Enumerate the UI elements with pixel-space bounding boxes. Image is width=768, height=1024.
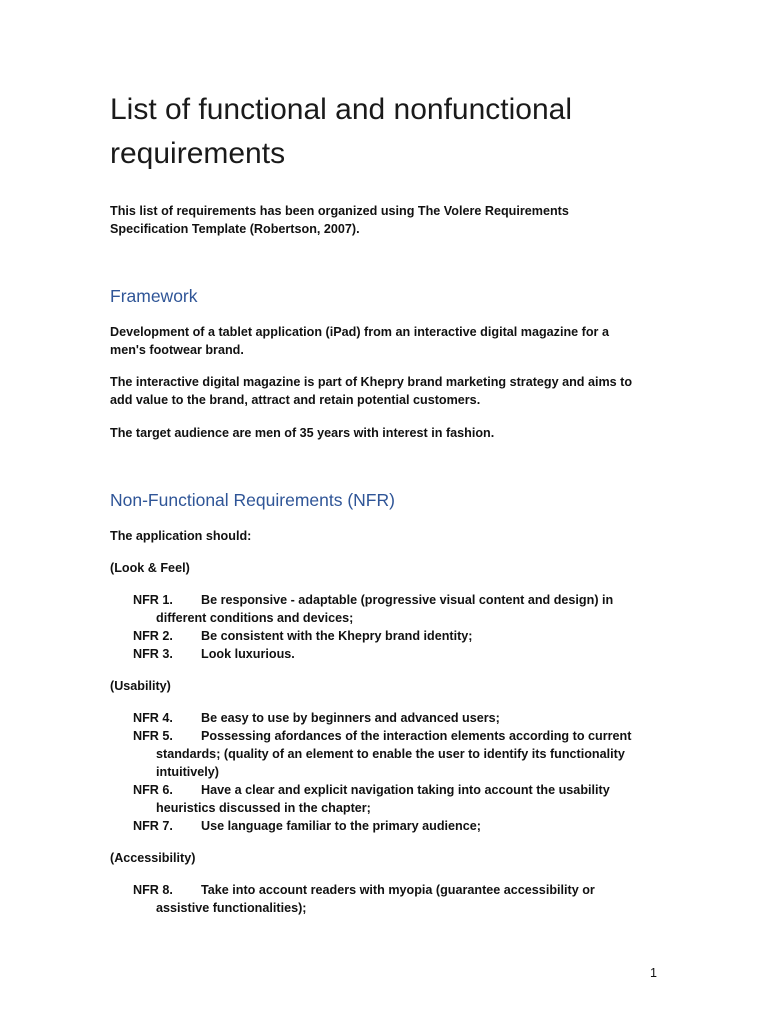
nfr-heading: Non-Functional Requirements (NFR) <box>110 490 395 510</box>
framework-p1-line-2: men's footwear brand. <box>110 343 244 357</box>
nfr-item-number: NFR 8. <box>133 883 173 897</box>
intro-paragraph <box>110 202 670 238</box>
framework-paragraph-2 <box>110 373 670 409</box>
nfr-item-1 <box>133 591 673 627</box>
nfr-item-continuation: intuitively) <box>156 765 219 779</box>
nfr-item-text: Possessing afordances of the interaction elements according to current <box>201 729 632 743</box>
framework-p2-line-1: The interactive digital magazine is part of Khepry brand marketing strategy and aims to <box>110 375 633 389</box>
nfr-item-number: NFR 6. <box>133 783 173 797</box>
nfr-item-6 <box>133 781 673 817</box>
nfr-item-5 <box>133 727 673 781</box>
nfr-item-7 <box>133 817 673 835</box>
nfr-item-continuation: assistive functionalities); <box>156 901 307 915</box>
nfr-item-4 <box>133 709 673 727</box>
nfr-item-2 <box>133 627 673 645</box>
nfr-item-text: Have a clear and explicit navigation taking into account the usability <box>201 783 610 797</box>
nfr-item-text: Be responsive - adaptable (progressive visual content and design) in <box>201 593 614 607</box>
title-line-1: List of functional and nonfunctional <box>110 93 572 126</box>
nfr-item-text: Be easy to use by beginners and advanced users; <box>201 711 500 725</box>
nfr-item-number: NFR 4. <box>133 711 173 725</box>
nfr-item-number: NFR 1. <box>133 593 173 607</box>
framework-p1-line-1: Development of a tablet application (iPad) from an interactive digital magazine for a <box>110 325 609 339</box>
framework-paragraph-3: The target audience are men of 35 years with interest in fashion. <box>110 426 495 440</box>
nfr-lead: The application should: <box>110 529 252 543</box>
nfr-item-text: Be consistent with the Khepry brand identity; <box>201 629 473 643</box>
nfr-item-text: Look luxurious. <box>201 647 295 661</box>
nfr-item-continuation: standards; (quality of an element to enable the user to identify its functionality <box>156 747 625 761</box>
intro-line-2: Specification Template (Robertson, 2007). <box>110 222 360 236</box>
framework-p2-line-2: add value to the brand, attract and retain potential customers. <box>110 393 481 407</box>
look-feel-label: (Look & Feel) <box>110 561 190 575</box>
nfr-item-number: NFR 3. <box>133 647 173 661</box>
usability-label: (Usability) <box>110 679 171 693</box>
nfr-item-text: Use language familiar to the primary audience; <box>201 819 481 833</box>
framework-heading: Framework <box>110 286 198 306</box>
nfr-item-number: NFR 5. <box>133 729 173 743</box>
intro-line-1: This list of requirements has been organized using The Volere Requirements <box>110 204 569 218</box>
nfr-item-number: NFR 2. <box>133 629 173 643</box>
nfr-item-continuation: different conditions and devices; <box>156 611 354 625</box>
page-number: 1 <box>650 966 658 980</box>
nfr-item-3 <box>133 645 673 663</box>
accessibility-label: (Accessibility) <box>110 851 196 865</box>
nfr-item-text: Take into account readers with myopia (guarantee accessibility or <box>201 883 595 897</box>
framework-paragraph-1 <box>110 323 670 359</box>
nfr-item-continuation: heuristics discussed in the chapter; <box>156 801 371 815</box>
title-line-2: requirements <box>110 137 286 170</box>
page-title <box>110 88 670 176</box>
nfr-item-8 <box>133 881 673 917</box>
nfr-item-number: NFR 7. <box>133 819 173 833</box>
